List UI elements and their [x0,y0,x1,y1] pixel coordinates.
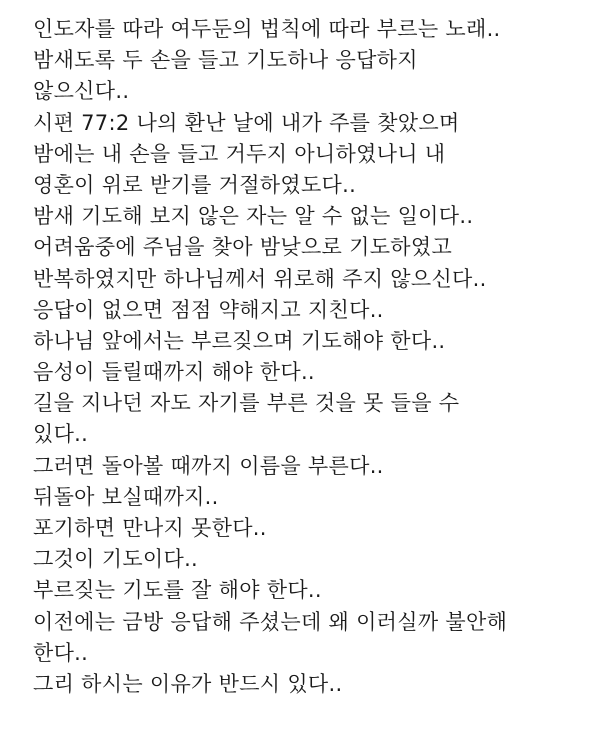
text-line: 있다.. [33,422,89,447]
text-line: 영혼이 위로 받기를 거절하였도다.. [33,172,357,197]
text-line: 뒤돌아 보실때까지.. [33,484,219,509]
text-line: 부르짖는 기도를 잘 해야 한다.. [33,578,322,603]
text-line: 그리 하시는 이유가 반드시 있다.. [33,671,343,696]
text-line: 않으신다.. [33,79,130,104]
text-line: 밤새도록 두 손을 들고 기도하나 응답하지 [33,48,418,73]
text-line: 그것이 기도이다.. [33,547,199,572]
text-line: 음성이 들릴때까지 해야 한다.. [33,360,315,385]
text-line: 한다.. [33,640,89,665]
text-line: 인도자를 따라 여두둔의 법칙에 따라 부르는 노래.. [33,17,501,41]
text-line: 하나님 앞에서는 부르짖으며 기도해야 한다.. [33,328,446,353]
text-line: 응답이 없으면 점점 약해지고 지친다.. [33,297,384,322]
text-line: 시편 77:2 나의 환난 날에 내가 주를 찾았으며 [33,110,460,135]
text-line: 어려움중에 주님을 찾아 밤낮으로 기도하였고 [33,235,453,260]
document-text-body [33,14,593,700]
text-line: 밤에는 내 손을 들고 거두지 아니하였나니 내 [33,141,446,166]
text-line: 밤새 기도해 보지 않은 자는 알 수 없는 일이다.. [33,204,474,229]
text-line: 포기하면 만나지 못한다.. [33,516,267,540]
text-line: 반복하였지만 하나님께서 위로해 주지 않으신다.. [33,266,487,291]
text-line: 그러면 돌아볼 때까지 이름을 부른다.. [33,453,384,478]
text-line: 길을 지나던 자도 자기를 부른 것을 못 들을 수 [33,391,460,416]
text-line: 이전에는 금방 응답해 주셨는데 왜 이러실까 불안해 [33,609,508,634]
